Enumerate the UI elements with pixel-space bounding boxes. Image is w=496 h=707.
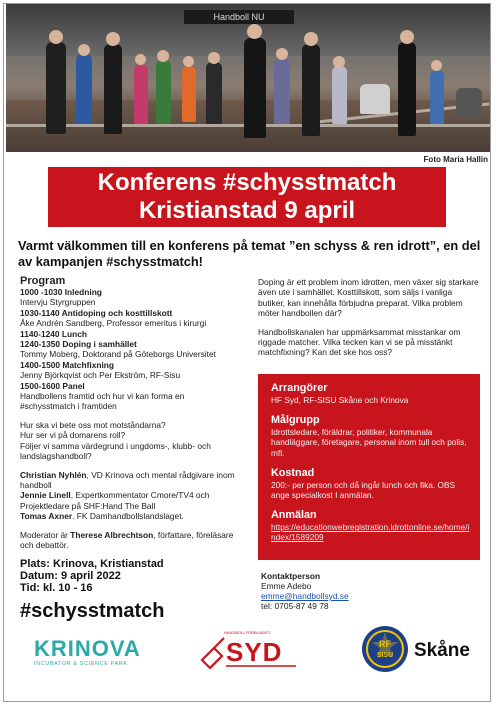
program-item-time: 1140-1240 Lunch	[20, 328, 88, 339]
panelist-name: Jennie Linell	[20, 490, 71, 501]
krinova-logo	[34, 636, 141, 667]
panelist-name: Tomas Axner	[20, 511, 73, 522]
player-head	[78, 44, 90, 56]
moderator-prefix: Moderator är	[20, 529, 71, 540]
anmalan-heading: Anmälan	[271, 509, 317, 522]
program-item-desc: Tommy Moberg, Doktorand på Göteborgs Universitet	[20, 349, 216, 360]
player-figure	[206, 62, 222, 124]
rf-sisu-skane-logo	[360, 624, 470, 679]
kostnad-text: 200:- per person och då ingår lunch och fika. OBS ange specialkost I anmälan.	[271, 479, 456, 501]
program-item	[20, 381, 242, 412]
event-date: Datum: 9 april 2022	[20, 570, 121, 582]
panelist	[20, 490, 242, 511]
panelist-name: Christian Nyhlén	[20, 469, 87, 480]
program-heading: Program	[20, 275, 66, 287]
player-head	[304, 32, 318, 46]
player-figure	[104, 44, 122, 134]
program-item-time: 1030-1140 Antidoping och kosttillskott	[20, 307, 173, 318]
contact-email-link[interactable]: emme@handbollsyd.se	[261, 591, 349, 601]
player-figure	[274, 58, 290, 124]
player-figure	[244, 38, 266, 138]
syd-logo-text: SYD	[226, 637, 283, 667]
registration-link[interactable]: https://educationwebregistration.idrottonline.se/home/index/1589209	[271, 522, 470, 543]
program-item-time: 1240-1350 Doping i samhället	[20, 339, 137, 350]
panelist	[20, 511, 242, 521]
moderator-name: Therese Albrechtson	[70, 529, 154, 540]
krinova-logo-subtitle: INCUBATOR & SCIENCE PARK	[34, 661, 128, 667]
player-figure	[46, 42, 66, 134]
title-line-1: Konferens #schysstmatch	[97, 169, 397, 196]
player-head	[106, 32, 120, 46]
svg-text:RF: RF	[379, 639, 391, 649]
player-figure	[134, 64, 148, 124]
event-details	[20, 558, 164, 594]
program-item	[20, 287, 242, 308]
kostnad-heading: Kostnad	[271, 466, 315, 479]
program-item	[20, 329, 242, 339]
contact-block	[261, 571, 349, 611]
player-head	[208, 52, 220, 64]
moderator-line	[20, 530, 242, 551]
panelist	[20, 470, 242, 491]
panelist-role: , VD Krinova och mental rådgivare inom handboll	[20, 469, 235, 490]
krinova-logo-name: KRINOVA	[34, 636, 141, 661]
program-item-time: 1500-1600 Panel	[20, 380, 85, 391]
svg-text:SISU: SISU	[376, 652, 394, 659]
title-banner	[48, 167, 446, 227]
contact-phone: tel: 0705-87 49 78	[261, 601, 329, 611]
player-head	[333, 56, 345, 68]
player-figure	[360, 84, 390, 114]
program-item-time: 1400-1500 Matchfixning	[20, 359, 115, 370]
player-head	[49, 30, 63, 44]
player-figure	[430, 70, 444, 124]
player-figure	[76, 54, 92, 124]
player-figure	[332, 66, 347, 124]
program-item-desc: Intervju Styrgruppen	[20, 297, 96, 308]
program-item-desc: Handbollens framtid och hur vi kan forma en #schysstmatch i framtiden	[20, 391, 185, 412]
description-column	[258, 277, 480, 358]
arrangor-heading: Arrangörer	[271, 382, 328, 394]
program-column	[20, 275, 242, 550]
matchfix-text: Handbollskanalen har uppmärksammat misstankar om riggade matcher. Vilka tecken kan vi se på misstänkt matchfixning? Kan det ske hos oss?	[258, 326, 461, 358]
panel-questions: Hur ska vi bete oss mot motståndarna? Hur ser vi på domarens roll? Följer vi samma värdegrund i ungdoms-, klubb- och landslagshandboll?	[20, 419, 211, 462]
intro-text: Varmt välkommen till en konferens på temat ”en schyss & ren idrott”, en del av kampanjen #schysstmatch!	[18, 238, 481, 269]
photo-credit: Foto Maria Hallin	[423, 155, 488, 164]
malgrupp-text: Idrottsledare, föräldrar, politiker, kommunala handläggare, företagare, personal inom tull och polis, mfl.	[271, 427, 467, 458]
event-place: Plats: Krinova, Kristianstad	[20, 558, 164, 570]
player-head	[431, 60, 442, 71]
handboll-syd-logo	[200, 626, 300, 676]
player-figure	[182, 66, 196, 122]
player-head	[157, 50, 169, 62]
program-item	[20, 308, 242, 329]
player-head	[276, 48, 288, 60]
skane-logo-text: Skåne	[414, 640, 470, 661]
player-figure	[302, 44, 320, 136]
malgrupp-heading: Målgrupp	[271, 414, 320, 427]
player-figure	[156, 60, 171, 124]
program-item	[20, 360, 242, 381]
panelist-role: , Expertkommentator Cmore/TV4 och Projektledare på SHF:Hand The Ball	[20, 490, 210, 511]
arrangor-text: HF Syd, RF-SISU Skåne och Krinova	[271, 395, 409, 405]
doping-text: Doping är ett problem inom idrotten, men växer sig starkare även ute i samhället. Kosttillskott, som säljs i vanliga butiker, kan innehålla förbjudna preparat. Vilka problem möter handbollen där?	[258, 277, 479, 319]
program-item-desc: Åke Andrén Sandberg, Professor emeritus i kirurgi	[20, 318, 207, 329]
player-head	[135, 54, 146, 65]
header-photo	[6, 4, 490, 152]
contact-name: Emme Adebo	[261, 581, 312, 591]
info-box	[258, 374, 480, 560]
program-item-desc: Jenny Björkqvist och Per Ekström, RF-Sisu	[20, 370, 181, 381]
player-head	[400, 30, 414, 44]
photo-banner: Handboll NU	[184, 10, 294, 24]
title-line-2: Kristianstad 9 april	[138, 197, 356, 224]
rf-sisu-emblem	[360, 624, 410, 674]
event-time: Tid: kl. 10 - 16	[20, 582, 93, 594]
player-figure	[456, 88, 482, 118]
player-figure	[398, 42, 416, 136]
moderator-suffix: , författare, föreläsare och debattör.	[20, 529, 234, 550]
hashtag: #schysstmatch	[20, 600, 165, 622]
program-item-time: 1000 -1030 Inledning	[20, 287, 102, 297]
syd-logo-subtitle: HANDBOLLFÖRBUNDET	[224, 630, 271, 635]
player-head	[183, 56, 194, 67]
contact-heading: Kontaktperson	[261, 571, 321, 581]
panelist-role: . FK Damhandbollslandslaget.	[72, 511, 184, 522]
player-head	[247, 24, 262, 39]
program-item	[20, 339, 242, 360]
